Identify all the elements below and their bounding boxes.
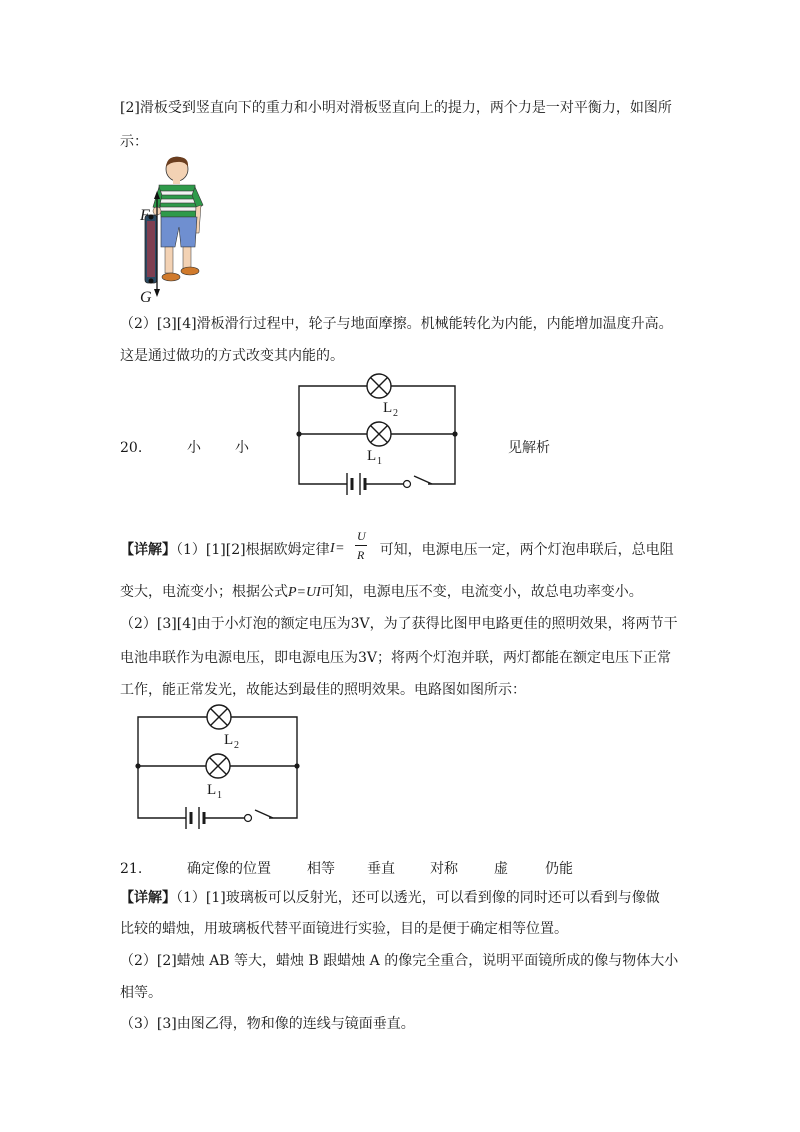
lamp-l1-label: L — [367, 448, 377, 464]
explanation-text: （1）[1][2]根据欧姆定律 — [176, 542, 330, 558]
answer-1: 小 — [187, 440, 201, 456]
explanation-line: （2）[2]蜡烛 AB 等大，蜡烛 B 跟蜡烛 A 的像完全重合，说明平面镜所成的像与物体大小 — [120, 953, 679, 969]
question-number: 20. — [120, 440, 143, 456]
explanation-text: （1）[1]玻璃板可以反射光，还可以透光，可以看到像的同时还可以看到与像做 — [176, 890, 660, 906]
text-line: [2]滑板受到竖直向下的重力和小明对滑板竖直向上的提力，两个力是一对平衡力，如图所 — [120, 100, 672, 116]
answer-2: 小 — [235, 440, 249, 456]
text-line: 示： — [120, 134, 148, 150]
detail-tag: 【详解】 — [120, 890, 176, 906]
answer-1: 确定像的位置 — [187, 861, 271, 877]
lamp-l1-subscript: 1 — [217, 790, 222, 801]
circuit-diagram-2 — [130, 700, 310, 830]
fraction-bar — [355, 545, 367, 546]
explanation-line — [120, 540, 674, 560]
text-line: 这是通过做功的方式改变其内能的。 — [120, 348, 344, 364]
question-number: 21. — [120, 861, 143, 877]
explanation-line: 相等。 — [120, 985, 162, 1001]
formula-i: I — [330, 541, 335, 556]
lamp-l1-label: L — [207, 782, 217, 798]
lamp-l1-subscript: 1 — [377, 456, 382, 467]
explanation-line: 电池串联作为电源电压，即电源电压为3V；将两个灯泡并联，两灯都能在额定电压下正常 — [120, 650, 672, 666]
lamp-l2-label: L — [224, 732, 234, 748]
formula-p-ui: P=UI — [288, 585, 321, 600]
explanation-line: （3）[3]由图乙得，物和像的连线与镜面垂直。 — [120, 1016, 415, 1032]
answer-2: 相等 — [307, 861, 335, 877]
explanation-line — [120, 582, 643, 603]
answer-6: 仍能 — [545, 861, 573, 877]
text-line: （2）[3][4]滑板滑行过程中，轮子与地面摩擦。机械能转化为内能，内能增加温度升高。 — [120, 316, 673, 332]
explanation-line — [120, 888, 660, 908]
answer-4: 对称 — [430, 861, 458, 877]
circuit-diagram-1 — [290, 370, 460, 500]
lamp-l2-subscript: 2 — [393, 408, 398, 419]
explanation-text: 可知，电源电压不变，电流变小，故总电功率变小。 — [320, 584, 643, 600]
explanation-line: 工作，能正常发光，故能达到最佳的照明效果。电路图如图所示： — [120, 682, 526, 698]
formula-numerator: U — [357, 529, 366, 543]
detail-tag: 【详解】 — [120, 542, 176, 558]
lamp-l2-label: L — [383, 400, 393, 416]
formula-denominator: R — [357, 548, 365, 562]
lamp-l2-subscript: 2 — [234, 740, 239, 751]
force-f-label: F — [140, 207, 150, 224]
explanation-text: 可知，电源电压一定，两个灯泡串联后，总电阻 — [379, 542, 674, 558]
explanation-line: （2）[3][4]由于小灯泡的额定电压为3V，为了获得比图甲电路更佳的照明效果，将两节干 — [120, 616, 678, 632]
explanation-line: 比较的蜡烛，用玻璃板代替平面镜进行实验，目的是便于确定相等位置。 — [120, 921, 568, 937]
force-g-label: G — [140, 289, 152, 306]
answer-5: 虚 — [494, 861, 508, 877]
formula-equals: = — [336, 541, 344, 556]
answer-4: 见解析 — [508, 440, 550, 456]
answer-3: 垂直 — [367, 861, 395, 877]
explanation-text: 变大，电流变小；根据公式 — [120, 584, 288, 600]
